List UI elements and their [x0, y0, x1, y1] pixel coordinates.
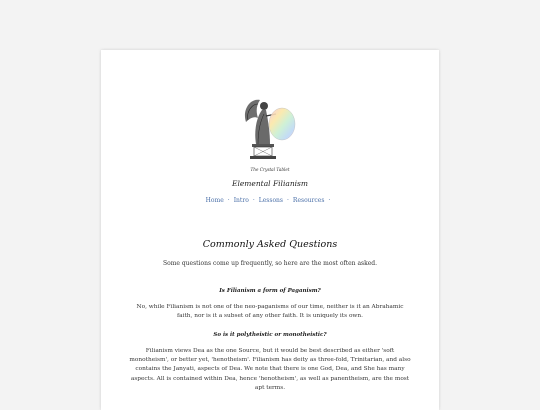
nav-separator: · — [227, 197, 230, 204]
nav-separator: · — [328, 197, 331, 204]
crystal-tablet-logo — [236, 92, 304, 174]
faq-answer: No, while Filianism is not one of the neo-paganisms of our time, neither is it an Abrahamic faith, nor is it a subset of any other faith. It is uniquely its own. — [136, 304, 404, 320]
logo-caption: The Crystal Tablet — [250, 167, 290, 172]
faq-answer: Filianism views Dea as the one Source, but it would be best described as either 'soft monotheism', or better yet, 'henotheism'. Filianism has deity as three-fold, Trinitarian, and also contains the Janyati, aspects of Dea. We note that there is one God, Dea, and She has many aspects. All is contained within Dea, hence 'henotheism', as well as panentheism, are the most apt terms. — [129, 348, 411, 391]
site-title: Elemental Filianism — [231, 179, 309, 188]
nav-lessons-link[interactable]: Lessons — [258, 197, 283, 204]
faq-question: Is Filianism a form of Paganism? — [219, 288, 321, 294]
nav-separator: · — [287, 197, 289, 204]
nav-intro-link[interactable]: Intro — [233, 197, 249, 204]
page-title: Commonly Asked Questions — [202, 239, 338, 250]
nav-separator: · — [252, 197, 255, 204]
faq-question: So is it polytheistic or monotheistic? — [213, 332, 327, 338]
page-intro: Some questions come up frequently, so here are the most often asked. — [162, 260, 378, 267]
nav-resources-link[interactable]: Resources — [292, 197, 325, 204]
nav-home-link[interactable]: Home — [205, 197, 224, 204]
content-card — [101, 50, 439, 410]
main-nav — [101, 197, 439, 204]
